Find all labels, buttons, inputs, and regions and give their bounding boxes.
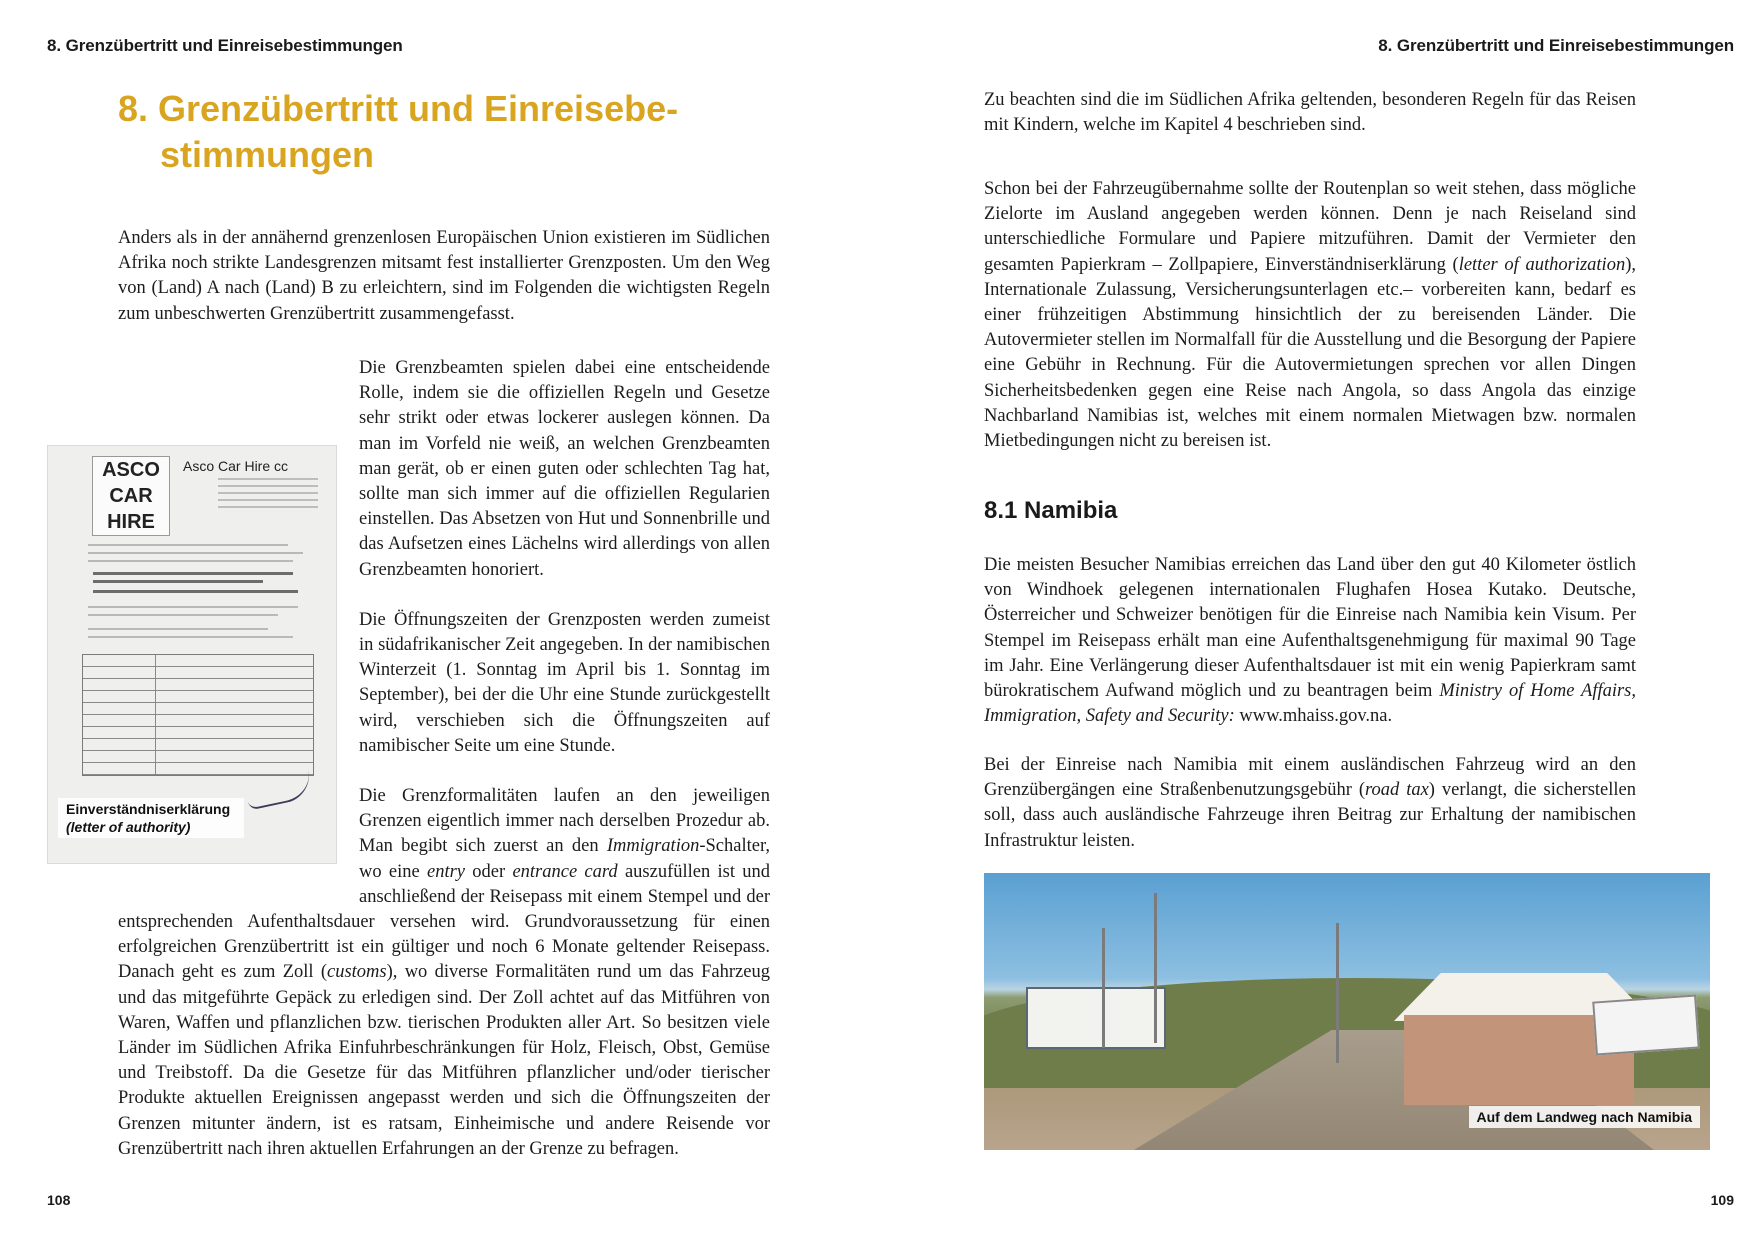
asco-logo: ASCO CAR HIRE bbox=[92, 456, 170, 536]
chapter-title-line2: stimmungen bbox=[160, 134, 375, 175]
letter-bold-line bbox=[93, 572, 293, 575]
right-p3-italic-ministry: Ministry of Home Affairs, Immigration, Safety and Security: bbox=[984, 681, 1637, 727]
letter-text-line bbox=[88, 636, 293, 638]
photo-pole bbox=[1336, 923, 1339, 1063]
letter-of-authority-image bbox=[47, 445, 337, 864]
letter-text-line bbox=[88, 560, 293, 562]
letter-bold-line bbox=[93, 590, 298, 593]
page-number-left: 108 bbox=[47, 1192, 71, 1208]
letter-caption bbox=[58, 798, 244, 838]
photo-welcome-sign bbox=[1592, 994, 1700, 1055]
photo-lamp-pole bbox=[1154, 893, 1157, 1043]
left-paragraph-3: Die Öffnungszeiten der Grenzposten werden zumeist in südafrikanischer Zeit angegeben. In der namibischen Winterzeit (1. Sonntag im April bis 1. Sonntag im September), bei der die Uhr eine Stunde zurückgestellt wird, verschieben sich die Öffnungszeiten auf namibischer Seite um eine Stunde. bbox=[359, 609, 770, 756]
border-photo-caption: Auf dem Landweg nach Namibia bbox=[1469, 1106, 1700, 1128]
left-p4-italic-entrance-card: entrance card bbox=[512, 861, 618, 882]
chapter-title bbox=[118, 86, 678, 178]
left-p4-text-d: auszufüllen ist und anschließend der Reisepass mit einem Stempel und der entsprechenden Aufenthaltsdauer versehen wird. Grundvoraussetzung für einen erfolgreichen Grenzübertritt ist ein gültiger und noch 6 Monate geltender Reisepass. Danach geht es zum Zoll ( bbox=[118, 861, 771, 983]
right-paragraph-3 bbox=[984, 553, 1636, 729]
left-p4-italic-customs: customs bbox=[327, 962, 387, 983]
letter-address-lines bbox=[218, 478, 318, 508]
letter-text-line bbox=[88, 614, 278, 616]
letter-text-line bbox=[88, 544, 288, 546]
letter-text-line bbox=[88, 628, 268, 630]
right-paragraph-2 bbox=[984, 177, 1636, 454]
left-p4-italic-immigration: Immigration bbox=[606, 836, 700, 857]
right-p4-text-b: ) verlangt, die sicherstellen soll, dass auch ausländische Fahrzeuge ihren Beitrag zur Erhaltung der namibischen Infrastruktur leisten. bbox=[984, 780, 1636, 851]
left-p4-italic-entry: entry bbox=[426, 861, 465, 882]
letter-caption-line1: Einverständniserklärung bbox=[66, 801, 231, 817]
photo-lamp-pole bbox=[1102, 928, 1105, 1048]
right-p4-text-a: Bei der Einreise nach Namibia mit einem ausländischen Fahrzeug wird an den Grenzübergängen eine Straßenbenutzungsgebühr ( bbox=[984, 755, 1636, 801]
right-p3-text-b: www.mhaiss.gov.na. bbox=[1234, 706, 1393, 727]
letter-bold-line bbox=[93, 580, 263, 583]
left-paragraph-1: Anders als in der annähernd grenzenlosen Europäischen Union existieren im Südlichen Afrika noch strikte Landesgrenzen mitsamt fest installierter Grenzposten. Um den Weg von (Land) A nach (Land) B zu erleichtern, sind im Folgenden die wichtigsten Regeln zum unbeschwerten Grenzübertritt zusammengefasst. bbox=[118, 228, 770, 324]
left-paragraph-2: Die Grenzbeamten spielen dabei eine entscheidende Rolle, indem sie die offiziellen Regeln und Gesetze sehr strikt oder etwas lockerer auslegen können. Da man im Vorfeld nie weiß, an welchen Grenzbeamten man gerät, ob er einen guten oder schlechten Tag hat, sollte man sich immer auf die offiziellen Regularien einstellen. Das Absetzen von Hut und Sonnenbrille und das Aufsetzen eines Lächelns wird allerdings von allen Grenzbeamten honoriert. bbox=[359, 358, 770, 580]
letter-details-table bbox=[82, 654, 314, 776]
letter-text-line bbox=[88, 552, 303, 554]
border-crossing-photo bbox=[984, 873, 1710, 1150]
right-paragraph-1: Zu beachten sind die im Südlichen Afrika geltenden, besonderen Regeln für das Reisen mit Kindern, welche im Kapitel 4 beschrieben sind. bbox=[984, 90, 1636, 136]
letter-caption-line2: (letter of authority) bbox=[66, 819, 191, 835]
right-paragraph-4 bbox=[984, 753, 1636, 854]
letter-text-line bbox=[88, 606, 298, 608]
left-p4-text-e: ), wo diverse Formalitäten rund um das Fahrzeug und das mitgeführte Gepäck zu erledigen sind. Der Zoll achtet auf das Mitführen von Waren, Waffen und pflanzlichen bzw. tierischen Produkten aller Art. So besitzen viele Länder im Südlichen Afrika Einfuhrbeschränkungen für Holz, Fleisch, Obst, Gemüse und Treibstoff. Da die Gesetze für das Mitführen pflanzlicher und/oder tierischer Produkte aktuellen Ereignissen angepasst werden und sich die Öffnungszeiten der Grenzen mitunter ändern, ist es ratsam, Einheimische und andere Reisende vor Grenzübertritt nach ihren aktuellen Erfahrungen an der Grenze zu befragen. bbox=[118, 962, 770, 1159]
right-p2-text-b: ), Internationale Zulassung, Versicherungsunterlagen etc.– vorbereiten kann, bedarf es einer frühzeitigen Abstimmung hinsichtlich der zu bereisenden Länder. Die Autovermieter stellen im Normalfall für die Ausstellung und die Besorgung der Papiere eine Gebühr in Rechnung. Für die Autovermietungen sprechen vor allen Dingen Sicherheitsbedenken gegen eine Reise nach Angola, so dass Angola das einzige Nachbarland Namibias ist, welches mit einem normalen Mietwagen bzw. normalen Mietbedingungen nicht zu bereisen ist. bbox=[984, 254, 1636, 452]
left-p4-text-c: oder bbox=[465, 861, 513, 882]
right-p2-text-a: Schon bei der Fahrzeugübernahme sollte der Routenplan so weit stehen, dass mögliche Zielorte im Ausland angegeben werden können. Denn je nach Reiseland sind unterschiedliche Formulare und Papiere mitzuführen. Damit der Vermieter den gesamten Papierkram – Zollpapiere, Einverständniserklärung ( bbox=[984, 179, 1636, 275]
running-head-left: 8. Grenzübertritt und Einreisebestimmungen bbox=[47, 36, 403, 55]
letter-company-name: Asco Car Hire cc bbox=[183, 458, 289, 474]
chapter-title-line1: 8. Grenzübertritt und Einreisebe- bbox=[118, 88, 679, 129]
section-heading-namibia: 8.1 Namibia bbox=[984, 497, 1118, 524]
page-number-right: 109 bbox=[1710, 1192, 1734, 1208]
left-p4-text-b: -Schalter, wo eine bbox=[359, 836, 770, 882]
right-p4-italic-road-tax: road tax bbox=[1365, 780, 1429, 801]
right-p3-text-a: Die meisten Besucher Namibias erreichen das Land über den gut 40 Kilometer östlich von Windhoek gelegenen internationalen Flughafen Hosea Kutako. Deutsche, Österreicher und Schweizer benötigen für die Einreise nach Namibia kein Visum. Per Stempel im Reisepass erhält man eine Aufenthaltsgenehmigung für maximal 90 Tage im Jahr. Eine Verlängerung dieser Aufenthaltsdauer ist mit ein wenig Papierkram samt bürokratischem Aufwand möglich und zu beantragen beim bbox=[984, 555, 1636, 702]
left-p4-text-a: Die Grenzformalitäten laufen an den jeweiligen Grenzen eigentlich immer nach derselben Prozedur ab. Man begibt sich zuerst an den bbox=[359, 786, 770, 857]
photo-namibia-sign bbox=[1026, 987, 1166, 1049]
right-p2-italic: letter of authorization bbox=[1458, 254, 1626, 275]
running-head-right: 8. Grenzübertritt und Einreisebestimmungen bbox=[1378, 36, 1734, 55]
